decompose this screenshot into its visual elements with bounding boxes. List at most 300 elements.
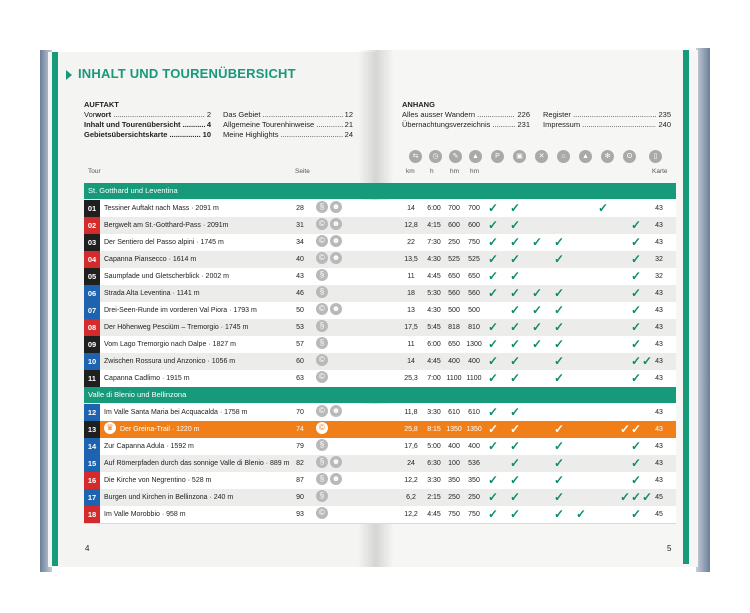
check-icon: ✓ bbox=[553, 303, 565, 317]
tour-hours: 7:30 bbox=[427, 239, 441, 246]
anhang-list bbox=[402, 110, 530, 130]
tour-name bbox=[104, 438, 292, 455]
section-title: St. Gotthard und Leventina bbox=[88, 186, 178, 195]
tour-name bbox=[104, 489, 292, 506]
tour-map-number: 43 bbox=[655, 324, 663, 331]
table-row[interactable] bbox=[84, 234, 676, 252]
check-icon: ✓ bbox=[531, 303, 543, 317]
check-icon: ✓ bbox=[553, 422, 565, 436]
tour-map-number: 45 bbox=[655, 494, 663, 501]
toc-item-karte[interactable] bbox=[84, 130, 211, 140]
check-icon: ✓ bbox=[487, 473, 499, 487]
check-icon: ✓ bbox=[487, 405, 499, 419]
check-icon: ✓ bbox=[509, 405, 521, 419]
toc-item-register[interactable] bbox=[543, 110, 671, 120]
tour-page: 70 bbox=[296, 409, 304, 416]
toc-item-gebiet[interactable] bbox=[223, 110, 353, 120]
tour-icons bbox=[316, 353, 356, 370]
mountain-icon: ▲ bbox=[469, 150, 482, 163]
tour-km: 14 bbox=[407, 358, 415, 365]
tour-number: 15 bbox=[84, 455, 100, 472]
tour-map-number: 43 bbox=[655, 222, 663, 229]
table-row[interactable] bbox=[84, 438, 676, 456]
table-row[interactable] bbox=[84, 404, 676, 422]
check-icon: ✓ bbox=[630, 371, 642, 385]
tour-hours: 8:15 bbox=[427, 426, 441, 433]
difficulty-icon: § bbox=[316, 320, 328, 332]
tour-hm-up: 250 bbox=[448, 239, 460, 246]
header-h: h bbox=[430, 168, 434, 175]
check-icon: ✓ bbox=[509, 354, 521, 368]
tour-page: 79 bbox=[296, 443, 304, 450]
tour-icons bbox=[316, 200, 356, 217]
tour-icons bbox=[316, 336, 356, 353]
check-icon: ✓ bbox=[630, 490, 642, 504]
tour-map-number: 43 bbox=[655, 239, 663, 246]
toc-page: 226 bbox=[517, 110, 530, 119]
family-icon: ☻ bbox=[331, 474, 341, 484]
tour-map-number: 43 bbox=[655, 409, 663, 416]
tour-name bbox=[104, 285, 292, 302]
check-icon: ✓ bbox=[509, 252, 521, 266]
family-icon: ☻ bbox=[331, 202, 341, 212]
tour-icons bbox=[316, 489, 356, 506]
parking-icon: P bbox=[491, 150, 504, 163]
tour-km: 17,6 bbox=[404, 443, 418, 450]
tour-km: 24 bbox=[407, 460, 415, 467]
family-icon: ☻ bbox=[331, 253, 341, 263]
check-icon: ✓ bbox=[487, 354, 499, 368]
tour-hours: 7:00 bbox=[427, 375, 441, 382]
tour-map-number: 43 bbox=[655, 290, 663, 297]
summit-icon: ▲ bbox=[579, 150, 592, 163]
tour-name-text: Strada Alta Leventina · 1141 m bbox=[104, 290, 200, 297]
tour-km: 12,2 bbox=[404, 477, 418, 484]
hut-icon: ⌂ bbox=[557, 150, 570, 163]
tour-hm-down: 400 bbox=[468, 358, 480, 365]
circuit-icon: © bbox=[316, 371, 328, 383]
tour-km: 11,8 bbox=[404, 409, 418, 416]
tour-icons bbox=[316, 302, 356, 319]
check-icon: ✓ bbox=[630, 473, 642, 487]
check-icon: ✓ bbox=[553, 439, 565, 453]
tour-page: 50 bbox=[296, 307, 304, 314]
tour-hm-up: 600 bbox=[448, 222, 460, 229]
tour-name bbox=[104, 217, 292, 234]
toc-item-impressum[interactable] bbox=[543, 120, 671, 130]
tour-table bbox=[84, 150, 676, 540]
tour-hours: 4:45 bbox=[427, 273, 441, 280]
tour-number: 08 bbox=[84, 319, 100, 336]
toc-page: 235 bbox=[658, 110, 671, 119]
tour-hm-up: 818 bbox=[448, 324, 460, 331]
tour-hm-up: 400 bbox=[448, 443, 460, 450]
tour-name bbox=[104, 370, 292, 387]
tour-number: 14 bbox=[84, 438, 100, 455]
tour-icons bbox=[316, 370, 356, 387]
check-icon: ✓ bbox=[509, 303, 521, 317]
table-row[interactable] bbox=[84, 489, 676, 507]
check-icon: ✓ bbox=[509, 456, 521, 470]
tour-name-text: Zur Capanna Adula · 1592 m bbox=[104, 443, 194, 450]
check-icon: ✓ bbox=[509, 218, 521, 232]
check-icon: ✓ bbox=[630, 320, 642, 334]
tour-name-text: Drei-Seen-Runde im vorderen Val Piora · 1793 m bbox=[104, 307, 257, 314]
check-icon: ✓ bbox=[553, 252, 565, 266]
table-row[interactable] bbox=[84, 285, 676, 303]
tour-map-number: 43 bbox=[655, 426, 663, 433]
family-icon: ☻ bbox=[331, 457, 341, 467]
tour-icons bbox=[316, 421, 356, 438]
tour-name bbox=[104, 472, 292, 489]
tour-name-text: Auf Römerpfaden durch das sonnige Valle di Blenio · 889 m bbox=[104, 460, 290, 467]
tour-hm-up: 525 bbox=[448, 256, 460, 263]
tour-name-text: Der Greina-Trail · 1220 m bbox=[120, 426, 200, 433]
tour-icons bbox=[316, 268, 356, 285]
check-icon: ✓ bbox=[509, 201, 521, 215]
difficulty-icon: § bbox=[316, 456, 328, 468]
difficulty-icon: § bbox=[316, 490, 328, 502]
tour-hm-down: 1100 bbox=[466, 375, 482, 382]
tour-hours: 3:30 bbox=[427, 477, 441, 484]
toc-item-vorwort[interactable] bbox=[84, 110, 211, 120]
tour-name-text: Der Höhenweg Pesciüm – Tremorgio · 1745 m bbox=[104, 324, 249, 331]
highlight-crown-icon: ♛ bbox=[104, 422, 116, 434]
header-hm-up: hm bbox=[450, 168, 460, 175]
tour-number: 02 bbox=[84, 217, 100, 234]
tour-map-number: 43 bbox=[655, 375, 663, 382]
tour-km: 12,2 bbox=[404, 511, 418, 518]
section-header bbox=[84, 183, 676, 199]
tour-number: 07 bbox=[84, 302, 100, 319]
family-icon: ☻ bbox=[331, 304, 341, 314]
toc-label: Alles ausser Wandern ..... bbox=[402, 110, 515, 120]
tour-name bbox=[104, 200, 292, 217]
middle-toc-list bbox=[223, 110, 353, 140]
tour-map-number: 32 bbox=[655, 273, 663, 280]
check-icon: ✓ bbox=[630, 303, 642, 317]
circuit-icon: © bbox=[316, 354, 328, 366]
check-icon: ✓ bbox=[487, 269, 499, 283]
tour-km: 22 bbox=[407, 239, 415, 246]
check-icon: ✓ bbox=[597, 201, 609, 215]
tour-km: 11 bbox=[407, 273, 415, 280]
check-icon: ✓ bbox=[487, 371, 499, 385]
tour-name bbox=[104, 353, 292, 370]
circuit-icon: © bbox=[316, 218, 328, 230]
check-icon: ✓ bbox=[487, 439, 499, 453]
tour-name-text: Im Valle Morobbio · 958 m bbox=[104, 511, 186, 518]
right-accent-bar bbox=[683, 50, 689, 564]
check-icon: ✓ bbox=[487, 235, 499, 249]
table-row[interactable] bbox=[84, 370, 676, 388]
circuit-icon: © bbox=[316, 405, 328, 417]
tour-page: 43 bbox=[296, 273, 304, 280]
toc-label: Inhalt und Tourenübersicht ..... bbox=[84, 120, 205, 130]
difficulty-icon: § bbox=[316, 269, 328, 281]
tour-map-number: 43 bbox=[655, 477, 663, 484]
toc-label: Übernachtungsverzeichnis ..... bbox=[402, 120, 515, 130]
tour-name-text: Im Valle Santa Maria bei Acquacalda · 1758 m bbox=[104, 409, 248, 416]
tour-hours: 3:30 bbox=[427, 409, 441, 416]
tour-page: 87 bbox=[296, 477, 304, 484]
check-icon: ✓ bbox=[553, 286, 565, 300]
toc-page: 12 bbox=[344, 110, 353, 119]
page-number-left: 4 bbox=[85, 544, 90, 553]
check-icon: ✓ bbox=[630, 269, 642, 283]
section-title: Valle di Blenio und Bellinzona bbox=[88, 390, 187, 399]
tour-page: 40 bbox=[296, 256, 304, 263]
difficulty-icon: § bbox=[316, 337, 328, 349]
check-icon: ✓ bbox=[487, 201, 499, 215]
toc-item-uebernachtung[interactable] bbox=[402, 120, 530, 130]
table-row[interactable] bbox=[84, 353, 676, 371]
tour-name-text: Burgen und Kirchen in Bellinzona · 240 m bbox=[104, 494, 234, 501]
table-row[interactable] bbox=[84, 336, 676, 354]
tour-hm-up: 750 bbox=[448, 511, 460, 518]
check-icon: ✓ bbox=[487, 490, 499, 504]
check-icon: ✓ bbox=[487, 286, 499, 300]
bike-icon: ʘ bbox=[623, 150, 636, 163]
restaurant-icon: ✕ bbox=[535, 150, 548, 163]
tour-km: 6,2 bbox=[406, 494, 416, 501]
tour-page: 34 bbox=[296, 239, 304, 246]
check-icon: ✓ bbox=[630, 286, 642, 300]
difficulty-icon: § bbox=[316, 201, 328, 213]
toc-page: 4 bbox=[206, 120, 211, 129]
toc-label: Allgemeine Tourenhinweise ..... bbox=[223, 120, 343, 130]
tour-icons bbox=[316, 234, 356, 251]
pen-icon: ✎ bbox=[449, 150, 462, 163]
signpost-icon: ⇆ bbox=[409, 150, 422, 163]
table-row[interactable] bbox=[84, 472, 676, 490]
tour-hm-up: 560 bbox=[448, 290, 460, 297]
tour-icons bbox=[316, 319, 356, 336]
tour-map-number: 43 bbox=[655, 358, 663, 365]
check-icon: ✓ bbox=[553, 507, 565, 521]
tour-icons bbox=[316, 472, 356, 489]
toc-item-inhalt[interactable] bbox=[84, 120, 211, 130]
table-row[interactable] bbox=[84, 455, 676, 473]
header-seite: Seite bbox=[295, 168, 310, 175]
toc-item-hinweise[interactable] bbox=[223, 120, 353, 130]
check-icon: ✓ bbox=[630, 439, 642, 453]
tour-map-number: 45 bbox=[655, 511, 663, 518]
tour-name bbox=[104, 506, 292, 523]
tour-icons bbox=[316, 438, 356, 455]
difficulty-icon: § bbox=[316, 439, 328, 451]
tour-hm-up: 610 bbox=[448, 409, 460, 416]
tour-icons bbox=[316, 217, 356, 234]
check-icon: ✓ bbox=[487, 218, 499, 232]
tour-hm-down: 1350 bbox=[466, 426, 482, 433]
tour-page: 74 bbox=[296, 426, 304, 433]
tour-number: 10 bbox=[84, 353, 100, 370]
tour-hm-down: 700 bbox=[468, 205, 480, 212]
header-km: km bbox=[406, 168, 415, 175]
tour-page: 31 bbox=[296, 222, 304, 229]
table-row[interactable] bbox=[84, 421, 676, 439]
tour-number: 01 bbox=[84, 200, 100, 217]
tour-map-number: 32 bbox=[655, 256, 663, 263]
toc-page: 231 bbox=[517, 120, 530, 129]
tour-page: 82 bbox=[296, 460, 304, 467]
tour-hm-down: 560 bbox=[468, 290, 480, 297]
tour-hours: 5:30 bbox=[427, 290, 441, 297]
check-icon: ✓ bbox=[509, 269, 521, 283]
check-icon: ✓ bbox=[509, 473, 521, 487]
tour-hours: 4:15 bbox=[427, 222, 441, 229]
tour-icons bbox=[316, 506, 356, 523]
check-icon: ✓ bbox=[630, 354, 642, 368]
tour-hm-down: 750 bbox=[468, 239, 480, 246]
tour-hours: 6:30 bbox=[427, 460, 441, 467]
tour-page: 28 bbox=[296, 205, 304, 212]
toc-item-alles[interactable] bbox=[402, 110, 530, 120]
tour-km: 25,8 bbox=[404, 426, 418, 433]
tour-name-text: Tessiner Auftakt nach Mass · 2091 m bbox=[104, 205, 219, 212]
check-icon: ✓ bbox=[553, 337, 565, 351]
check-icon: ✓ bbox=[487, 337, 499, 351]
table-row[interactable] bbox=[84, 200, 676, 218]
check-icon: ✓ bbox=[641, 354, 653, 368]
tour-name bbox=[104, 336, 292, 353]
check-icon: ✓ bbox=[487, 507, 499, 521]
toc-label-pre: Vor bbox=[84, 110, 96, 119]
tour-km: 14 bbox=[407, 205, 415, 212]
tour-hm-down: 525 bbox=[468, 256, 480, 263]
circuit-icon: © bbox=[316, 507, 328, 519]
tour-hours: 4:30 bbox=[427, 307, 441, 314]
tour-name bbox=[104, 251, 292, 268]
check-icon: ✓ bbox=[553, 320, 565, 334]
tour-name-text: Zwischen Rossura und Anzonico · 1056 m bbox=[104, 358, 236, 365]
section-header bbox=[84, 387, 676, 403]
auftakt-list bbox=[84, 110, 211, 140]
difficulty-icon: § bbox=[316, 286, 328, 298]
tour-number: 06 bbox=[84, 285, 100, 302]
toc-label: Meine Highlights ..... bbox=[223, 130, 343, 140]
table-row[interactable] bbox=[84, 319, 676, 337]
tour-name-text: Der Sentiero del Passo alpini · 1745 m bbox=[104, 239, 224, 246]
tour-hours: 2:15 bbox=[427, 494, 441, 501]
bus-icon: ▣ bbox=[513, 150, 526, 163]
difficulty-icon: § bbox=[316, 473, 328, 485]
header-karte: Karte bbox=[652, 168, 668, 175]
tour-hm-down: 610 bbox=[468, 409, 480, 416]
tour-hm-down: 400 bbox=[468, 443, 480, 450]
anhang-heading: ANHANG bbox=[402, 100, 435, 109]
tour-name-text: Capanna Piansecco · 1614 m bbox=[104, 256, 197, 263]
tour-number: 18 bbox=[84, 506, 100, 523]
tour-hours: 6:00 bbox=[427, 341, 441, 348]
tour-map-number: 43 bbox=[655, 341, 663, 348]
check-icon: ✓ bbox=[531, 320, 543, 334]
check-icon: ✓ bbox=[487, 252, 499, 266]
table-row[interactable] bbox=[84, 251, 676, 269]
tour-page: 93 bbox=[296, 511, 304, 518]
check-icon: ✓ bbox=[531, 286, 543, 300]
circuit-icon: © bbox=[316, 252, 328, 264]
family-icon: ☻ bbox=[331, 406, 341, 416]
check-icon: ✓ bbox=[509, 337, 521, 351]
table-row[interactable] bbox=[84, 268, 676, 286]
check-icon: ✓ bbox=[575, 507, 587, 521]
check-icon: ✓ bbox=[619, 422, 631, 436]
check-icon: ✓ bbox=[641, 490, 653, 504]
tour-hours: 4:30 bbox=[427, 256, 441, 263]
tour-number: 16 bbox=[84, 472, 100, 489]
title-arrow-icon bbox=[66, 70, 72, 80]
auftakt-heading: AUFTAKT bbox=[84, 100, 119, 109]
tour-hm-up: 100 bbox=[448, 460, 460, 467]
tour-number: 05 bbox=[84, 268, 100, 285]
tour-hm-up: 1100 bbox=[446, 375, 462, 382]
check-icon: ✓ bbox=[630, 456, 642, 470]
tour-name bbox=[104, 421, 292, 438]
toc-page: 10 bbox=[202, 130, 211, 139]
tour-hm-up: 650 bbox=[448, 273, 460, 280]
table-row[interactable] bbox=[84, 217, 676, 235]
tour-hours: 6:00 bbox=[427, 205, 441, 212]
table-row[interactable] bbox=[84, 302, 676, 320]
tour-name bbox=[104, 234, 292, 251]
snowflake-icon: ✻ bbox=[601, 150, 614, 163]
tour-page: 60 bbox=[296, 358, 304, 365]
check-icon: ✓ bbox=[509, 490, 521, 504]
tour-km: 17,5 bbox=[404, 324, 418, 331]
check-icon: ✓ bbox=[487, 320, 499, 334]
tour-number: 17 bbox=[84, 489, 100, 506]
tour-page: 63 bbox=[296, 375, 304, 382]
check-icon: ✓ bbox=[509, 422, 521, 436]
toc-label: Das Gebiet ..... bbox=[223, 110, 343, 120]
circuit-icon: © bbox=[316, 422, 328, 434]
tour-name bbox=[104, 268, 292, 285]
table-row[interactable] bbox=[84, 506, 676, 524]
tour-km: 12,8 bbox=[404, 222, 418, 229]
tour-hm-up: 500 bbox=[448, 307, 460, 314]
tour-page: 57 bbox=[296, 341, 304, 348]
check-icon: ✓ bbox=[487, 422, 499, 436]
tour-hours: 4:45 bbox=[427, 511, 441, 518]
tour-hm-up: 350 bbox=[448, 477, 460, 484]
tour-map-number: 43 bbox=[655, 307, 663, 314]
tour-km: 11 bbox=[407, 341, 415, 348]
tour-hm-up: 700 bbox=[448, 205, 460, 212]
check-icon: ✓ bbox=[630, 422, 642, 436]
right-page-edge bbox=[696, 48, 710, 572]
tour-name bbox=[104, 455, 292, 472]
tour-map-number: 43 bbox=[655, 205, 663, 212]
toc-item-highlights[interactable] bbox=[223, 130, 353, 140]
tour-name-text: Bergwelt am St.-Gotthard-Pass · 2091m bbox=[104, 222, 229, 229]
register-list bbox=[543, 110, 671, 130]
page-title: INHALT UND TOURENÜBERSICHT bbox=[78, 66, 296, 81]
tour-map-number: 43 bbox=[655, 443, 663, 450]
check-icon: ✓ bbox=[553, 354, 565, 368]
page-number-right: 5 bbox=[667, 544, 672, 553]
circuit-icon: © bbox=[316, 303, 328, 315]
check-icon: ✓ bbox=[531, 337, 543, 351]
tour-number: 04 bbox=[84, 251, 100, 268]
tour-hm-up: 1350 bbox=[446, 426, 462, 433]
phone-icon: ▯ bbox=[649, 150, 662, 163]
tour-km: 25,3 bbox=[404, 375, 418, 382]
tour-hours: 4:45 bbox=[427, 358, 441, 365]
tour-icons bbox=[316, 285, 356, 302]
tour-hm-down: 810 bbox=[468, 324, 480, 331]
